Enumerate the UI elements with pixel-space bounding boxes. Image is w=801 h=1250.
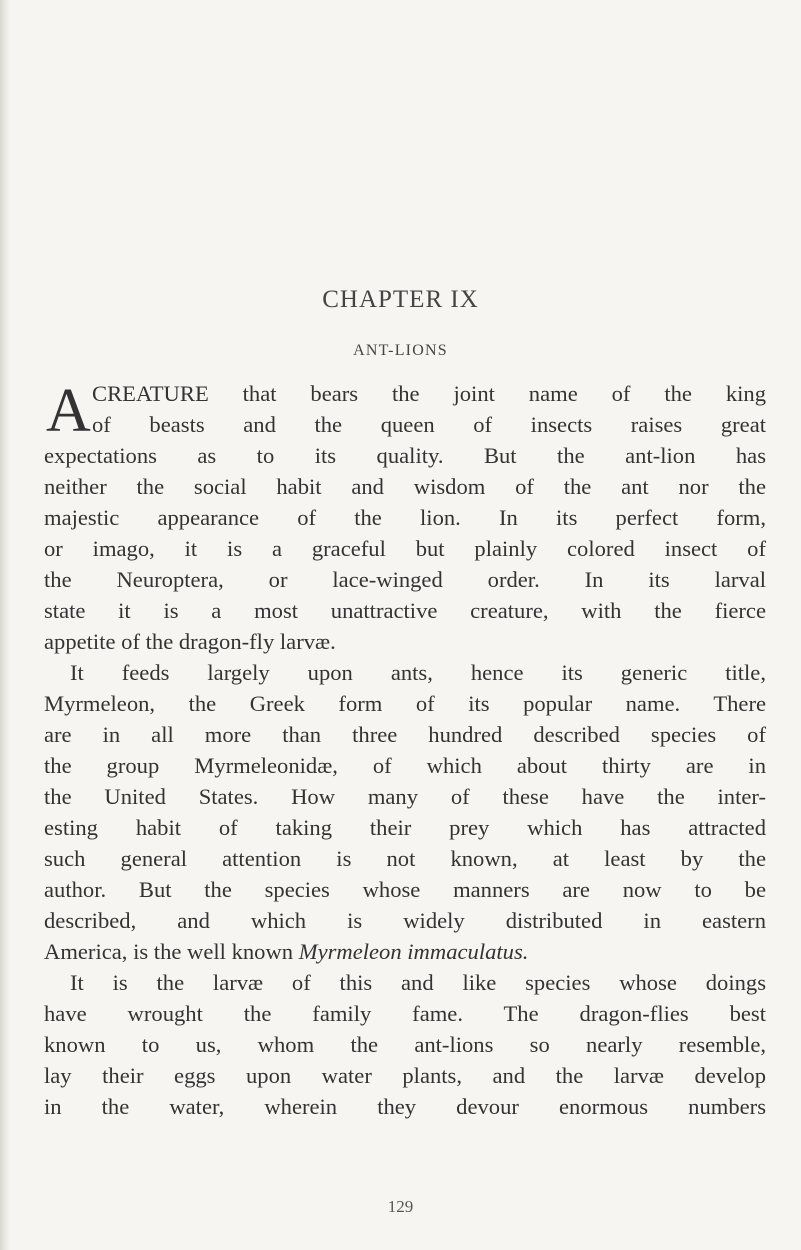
text-line: neither the social habit and wisdom of the ant nor the (44, 474, 766, 499)
text-line: author. But the species whose manners are now to be (44, 877, 766, 902)
body-text (44, 378, 766, 1122)
text-line: majestic appearance of the lion. In its perfect form, (44, 505, 766, 530)
text-line: lay their eggs upon water plants, and the larvæ develop (44, 1063, 766, 1088)
text-line: such general attention is not known, at least by the (44, 846, 766, 871)
opening-paragraph (44, 377, 766, 445)
text-line: It is the larvæ of this and like species whose doings (70, 970, 766, 995)
text-line: expectations as to its quality. But the ant-lion has (44, 443, 766, 468)
text-line: appetite of the dragon-fly larvæ. (44, 629, 336, 654)
chapter-title: CHAPTER IX (322, 286, 479, 313)
text-line: known to us, whom the ant-lions so nearly resemble, (44, 1032, 766, 1057)
drop-cap: A (46, 377, 91, 445)
text-line: the group Myrmeleonidæ, of which about thirty are in (44, 753, 766, 778)
text-line: CREATURE that bears the joint name of the king (92, 381, 766, 406)
text-line: described, and which is widely distributed in eastern (44, 908, 766, 933)
text-line: in the water, wherein they devour enormous numbers (44, 1094, 766, 1119)
text-line-with-species (44, 936, 766, 967)
text-line: esting habit of taking their prey which has attracted (44, 815, 766, 840)
text-line: the Neuroptera, or lace-winged order. In its larval (44, 567, 766, 592)
page-edge-shadow (0, 0, 10, 1250)
text-line: the United States. How many of these have the inter- (44, 784, 766, 809)
text-line: Myrmeleon, the Greek form of its popular name. There (44, 691, 766, 716)
text-line: have wrought the family fame. The dragon-flies best (44, 1001, 766, 1026)
text-fragment: America, is the well known (44, 939, 299, 964)
text-line: are in all more than three hundred described species of (44, 722, 766, 747)
text-line: state it is a most unattractive creature, with the fierce (44, 598, 766, 623)
page-number: 129 (387, 1197, 414, 1216)
species-name: Myrmeleon immaculatus. (298, 939, 529, 964)
chapter-subtitle: ANT-LIONS (353, 342, 448, 359)
text-line: of beasts and the queen of insects raises great (92, 412, 766, 437)
text-line: or imago, it is a graceful but plainly colored insect of (44, 536, 766, 561)
text-line: It feeds largely upon ants, hence its generic title, (70, 660, 766, 685)
